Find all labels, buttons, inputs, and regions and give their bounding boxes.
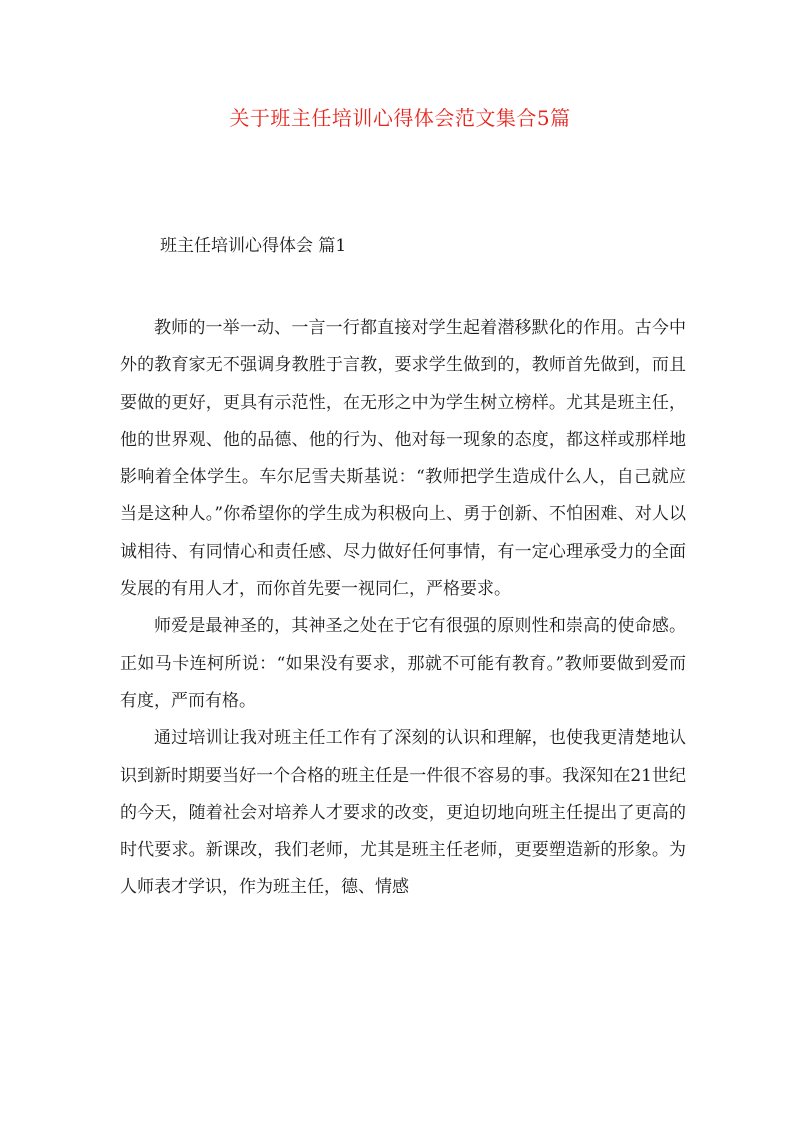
paragraph: 教师的一举一动、一言一行都直接对学生起着潜移默化的作用。古今中外的教育家无不强调身教胜于言教，要求学生做到的，教师首先做到，而且要做的更好，更具有示范性，在无形之中为学生树立榜样。尤其是班主任，他的世界观、他的品德、他的行为、他对每一现象的态度，都这样或那样地影响着全体学生。车尔尼雪夫斯基说：“教师把学生造成什么人，自己就应当是这种人。”你希望你的学生成为积极向上、勇于创新、不怕困难、对人以诚相待、有同情心和责任感、尽力做好任何事情，有一定心理承受力的全面发展的有用人才，而你首先要一视同仁，严格要求。 [120, 318, 686, 600]
paragraph: 师爱是最神圣的，其神圣之处在于它有很强的原则性和崇高的使命感。正如马卡连柯所说：“如果没有要求，那就不可能有教育。”教师要做到爱而有度，严而有格。 [120, 616, 686, 711]
paragraph: 通过培训让我对班主任工作有了深刻的认识和理解，也使我更清楚地认识到新时期要当好一个合格的班主任是一件很不容易的事。我深知在21世纪的今天，随着社会对培养人才要求的改变，更迫切地向班主任提出了更高的时代要求。新课改，我们老师，尤其是班主任老师，更要塑造新的形象。为人师表才学识，作为班主任，德、情感 [120, 728, 686, 898]
section-heading: 班主任培训心得体会 篇1 [160, 236, 347, 256]
document-title: 关于班主任培训心得体会范文集合5篇 [229, 106, 571, 130]
document-body [120, 310, 686, 907]
